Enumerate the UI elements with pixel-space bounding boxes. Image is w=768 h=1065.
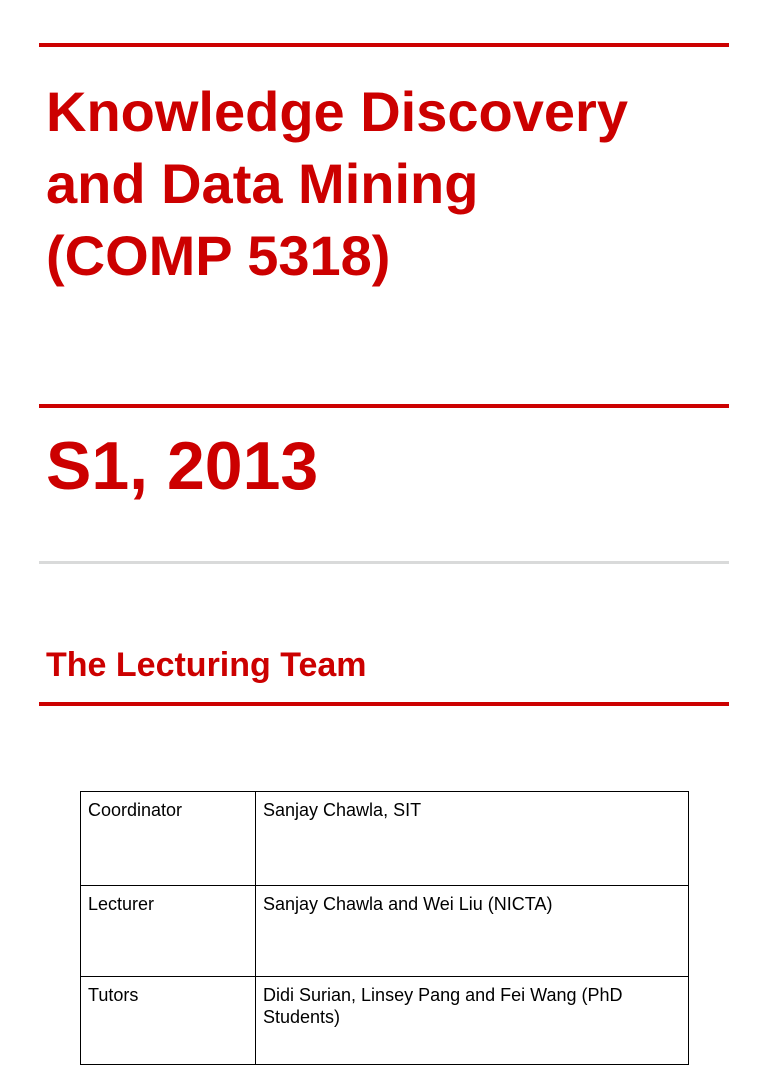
role-cell: Lecturer [81,886,256,977]
role-cell: Tutors [81,977,256,1065]
title-divider [39,404,729,408]
course-title-line-3: (COMP 5318) [46,224,391,287]
people-cell: Sanjay Chawla, SIT [256,792,689,886]
people-cell: Sanjay Chawla and Wei Liu (NICTA) [256,886,689,977]
role-cell: Coordinator [81,792,256,886]
course-title [46,76,736,292]
section-heading: The Lecturing Team [46,646,367,684]
section-divider [39,702,729,706]
table-row [81,886,689,977]
course-title-line-2: and Data Mining [46,152,479,215]
grey-divider [39,561,729,564]
term-heading: S1, 2013 [46,428,319,504]
table-row [81,977,689,1065]
course-title-line-1: Knowledge Discovery [46,80,628,143]
top-divider [39,43,729,47]
table-row [81,792,689,886]
people-cell: Didi Surian, Linsey Pang and Fei Wang (PhD Students) [256,977,689,1065]
